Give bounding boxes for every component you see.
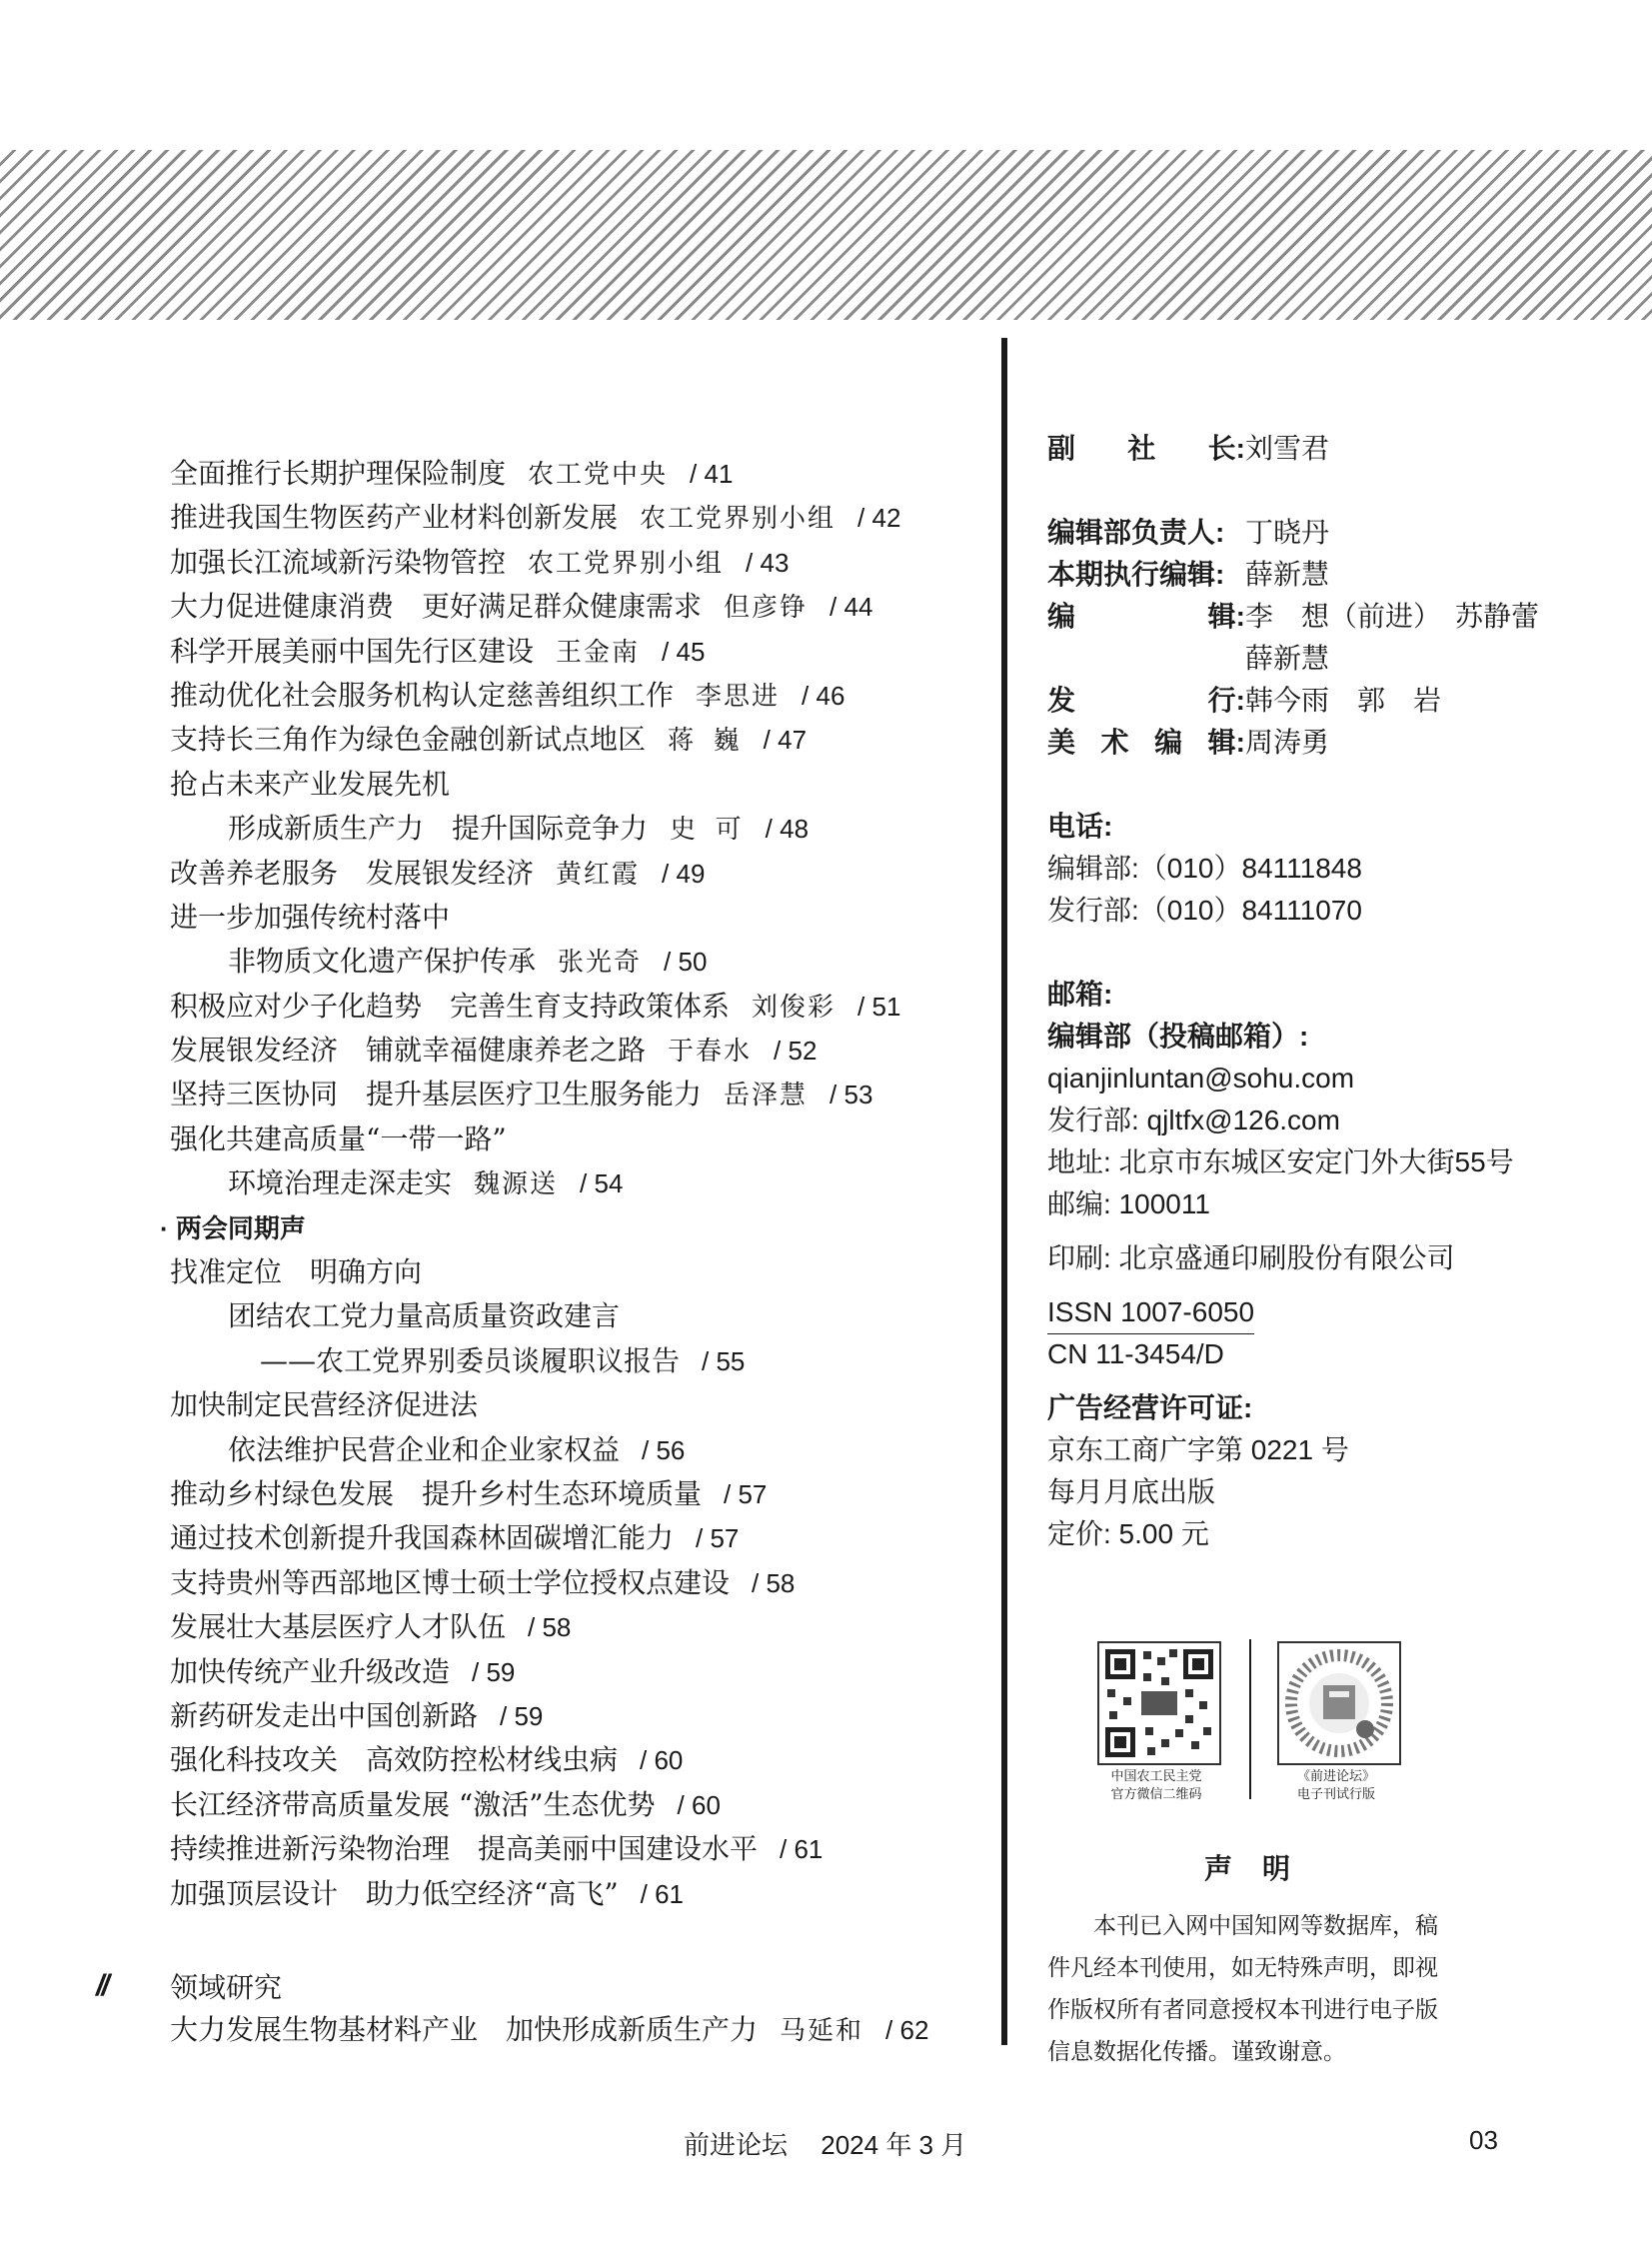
staff-row	[1047, 512, 1627, 554]
decorative-stripe-band	[0, 150, 1652, 320]
toc-entry-title: 发展壮大基层医疗人才队伍	[170, 1610, 507, 1644]
toc-entry-author: 张光奇	[558, 948, 643, 979]
staff-name: 薛新慧	[1245, 559, 1330, 590]
toc-entry-author: 农工党中央	[528, 460, 669, 490]
toc-entry[interactable]	[170, 630, 969, 674]
toc-entry-page: / 59	[472, 1656, 516, 1687]
toc-entry-title: 进一步加强传统村落中	[170, 900, 451, 934]
toc-entry-page: / 44	[829, 592, 873, 623]
toc-entry-title: 加强长江流域新污染物管控	[170, 545, 507, 579]
toc-entry[interactable]	[170, 1694, 969, 1738]
toc-entry-page: / 54	[580, 1168, 624, 1199]
toc-entry[interactable]	[170, 718, 969, 762]
qr-divider	[1249, 1639, 1251, 1799]
staff-role: 副 社 长:	[1047, 433, 1245, 464]
toc-entry-title: 持续推进新污染物治理 提高美丽中国建设水平	[170, 1832, 759, 1866]
toc-entry-page: / 45	[662, 636, 706, 667]
staff-row	[1047, 722, 1627, 764]
toc-entry[interactable]	[170, 1029, 969, 1073]
toc-entry-title: 强化共建高质量“一带一路”	[170, 1122, 507, 1155]
toc-entry-author: 魏源送	[474, 1169, 559, 1200]
toc-entry[interactable]	[170, 1827, 969, 1871]
toc-entry-author: 黄红霞	[556, 859, 641, 890]
toc-entry-title: 支持贵州等西部地区博士硕士学位授权点建设	[170, 1565, 731, 1599]
toc-entry-title: 大力发展生物基材料产业 加快形成新质生产力	[170, 2013, 759, 2046]
toc-entry	[170, 1118, 969, 1161]
toc-subheading	[160, 1206, 969, 1250]
staff-list	[1047, 428, 1627, 806]
section-title: 领域研究	[170, 1972, 283, 2003]
toc-entry-page: / 58	[752, 1567, 796, 1598]
page-footer	[0, 2125, 1652, 2165]
mail-distribution[interactable]: 发行部: qjltfx@126.com	[1047, 1105, 1340, 1135]
toc-entry-page: / 51	[857, 991, 901, 1022]
toc-entry-title: 全面推行长期护理保险制度	[170, 457, 507, 490]
qr-code-icon[interactable]	[1097, 1641, 1221, 1765]
toc-entry-page: / 47	[763, 725, 808, 756]
toc-entry[interactable]	[170, 985, 969, 1029]
toc-entry[interactable]	[170, 852, 969, 896]
toc-entry-page: / 50	[664, 947, 708, 978]
toc-entry-title: 加快制定民营经济促进法	[170, 1388, 479, 1422]
qr-caption-ejournal: 《前进论坛》 电子刊试行版	[1296, 1768, 1375, 1801]
toc-entry[interactable]	[170, 496, 969, 540]
toc-entry-title: 长江经济带高质量发展 “激活”生态优势	[170, 1787, 656, 1821]
toc-entry-page: / 60	[640, 1745, 684, 1776]
toc-entry-title: 大力促进健康消费 更好满足群众健康需求	[170, 590, 703, 624]
toc-entry-page: / 48	[765, 814, 810, 845]
toc-entry	[170, 1250, 969, 1294]
toc-entry-author: 蒋 巍	[668, 726, 742, 757]
toc-entry	[170, 896, 969, 940]
toc-entry-page: / 53	[829, 1080, 873, 1111]
toc-entry-author: 农工党界别小组	[640, 504, 836, 535]
cn-number: CN 11-3454/D	[1047, 1338, 1224, 1369]
toc-entry-title: 团结农工党力量高质量资政建言	[228, 1299, 621, 1333]
toc-entry[interactable]	[170, 1339, 969, 1383]
toc-entry-title: 推进我国生物医药产业材料创新发展	[170, 501, 619, 535]
price: 定价: 5.00 元	[1047, 1518, 1209, 1549]
toc-entry-title: 通过技术创新提升我国森林固碳增汇能力	[170, 1521, 675, 1555]
toc-entry[interactable]	[170, 1605, 969, 1649]
staff-role: 美 术 编 辑:	[1047, 727, 1245, 758]
staff-name: 周涛勇	[1245, 727, 1330, 758]
toc-entry-title: 积极应对少子化趋势 完善生育支持政策体系	[170, 989, 731, 1023]
toc-entry-page: / 49	[662, 858, 706, 889]
toc-entry-author: 但彦铮	[724, 593, 809, 624]
address: 地址: 北京市东城区安定门外大街55号	[1047, 1146, 1514, 1177]
qr-code-area	[1089, 1639, 1409, 1805]
staff-name: 李 想（前进） 苏静蕾	[1245, 601, 1540, 632]
toc-entry-page: / 52	[774, 1036, 818, 1067]
toc-entry-title: 抢占未来产业发展先机	[170, 767, 451, 801]
staff-row	[1047, 596, 1627, 638]
toc-entry-title: ——农工党界别委员谈履职议报告	[260, 1343, 681, 1377]
toc-entry[interactable]	[170, 807, 969, 851]
statement-body: 本刊已入网中国知网等数据库，稿件凡经本刊使用，如无特殊声明，即视作版权所有者同意授权本刊进行电子版信息数据化传播。谨致谢意。	[1047, 1913, 1438, 2065]
toc-entry-author: 李思进	[696, 681, 781, 712]
toc-entry-page: / 61	[780, 1834, 824, 1865]
toc-entry-author: 史 可	[670, 815, 744, 846]
toc-entry[interactable]	[170, 940, 969, 984]
toc-entry-title: 改善养老服务 发展银发经济	[170, 856, 535, 890]
section-mark-icon: //	[96, 1969, 107, 2002]
toc-entry-title: 找准定位 明确方向	[170, 1255, 423, 1289]
toc-entry-page: / 41	[690, 459, 734, 489]
postcode: 邮编: 100011	[1047, 1188, 1210, 1219]
phone-editorial: 编辑部:（010）84111848	[1047, 853, 1362, 884]
toc-entry-title: 发展银发经济 铺就幸福健康养老之路	[170, 1034, 647, 1068]
toc-entry-author: 岳泽慧	[724, 1081, 809, 1112]
toc-entry-author: 农工党界别小组	[528, 548, 725, 579]
toc-entry[interactable]	[170, 1650, 969, 1694]
toc-entry-page: / 59	[500, 1700, 544, 1731]
toc-entry-title: 坚持三医协同 提升基层医疗卫生服务能力	[170, 1078, 703, 1112]
table-of-contents	[160, 452, 969, 1916]
staff-role: 本期执行编辑:	[1047, 559, 1225, 590]
toc-entry-title: 支持长三角作为绿色金融创新试点地区	[170, 723, 647, 757]
toc-entry-title: 推动乡村绿色发展 提升乡村生态环境质量	[170, 1476, 703, 1510]
toc-entry-page: / 56	[642, 1434, 686, 1465]
toc-entry-page: / 58	[528, 1612, 572, 1643]
toc-entry	[170, 763, 969, 807]
phone-distribution: 发行部:（010）84111070	[1047, 895, 1362, 926]
staff-name: 韩今雨 郭 岩	[1245, 685, 1442, 716]
staff-role: 编辑部负责人:	[1047, 517, 1225, 548]
colophon	[1047, 428, 1627, 1555]
toc-entry[interactable]	[170, 452, 969, 496]
toc-entry-page: / 55	[702, 1345, 746, 1376]
staff-row	[1047, 638, 1627, 680]
staff-name: 刘雪君	[1245, 433, 1330, 464]
toc-entry-title: 加强顶层设计 助力低空经济“高飞”	[170, 1876, 619, 1910]
section-field-research	[96, 1964, 995, 2052]
toc-entry-page: / 57	[696, 1523, 740, 1554]
toc-entry[interactable]	[170, 1872, 969, 1916]
toc-entry-page: / 46	[802, 680, 845, 711]
toc-entry-author: 马延和	[780, 2016, 864, 2046]
toc-entry[interactable]	[170, 585, 969, 629]
phone-label: 电话:	[1047, 811, 1113, 842]
staff-name: 丁晓丹	[1245, 517, 1330, 548]
toc-entry-title: 新药研发走出中国创新路	[170, 1698, 479, 1732]
toc-entry-author: 于春水	[668, 1037, 753, 1068]
qr-caption-wechat: 中国农工民主党 官方微信二维码	[1110, 1768, 1202, 1801]
ad-license: 京东工商广字第 0221 号	[1047, 1434, 1349, 1465]
staff-role: 编 辑:	[1047, 601, 1245, 632]
toc-entry[interactable]	[96, 2008, 995, 2052]
toc-entry-title: 推动优化社会服务机构认定慈善组织工作	[170, 678, 675, 712]
toc-entry[interactable]	[170, 1472, 969, 1516]
printer: 印刷: 北京盛通印刷股份有限公司	[1047, 1242, 1455, 1273]
toc-entry[interactable]	[170, 1428, 969, 1472]
footer-issue: 前进论坛 2024 年 3 月	[684, 2130, 967, 2160]
toc-entry-page: / 57	[724, 1478, 768, 1509]
toc-entry[interactable]	[170, 1738, 969, 1782]
toc-entry-page: / 60	[677, 1789, 721, 1820]
toc-entry[interactable]	[170, 1516, 969, 1560]
toc-entry-title: 加快传统产业升级改造	[170, 1654, 451, 1688]
toc-entry	[170, 1294, 969, 1338]
staff-row	[1047, 680, 1627, 722]
toc-entry[interactable]	[170, 1561, 969, 1605]
toc-entry[interactable]	[170, 541, 969, 585]
toc-entry[interactable]	[170, 1161, 969, 1205]
mail-editorial-label: 编辑部（投稿邮箱）:	[1047, 1021, 1309, 1052]
statement-title: 声明	[1203, 1852, 1320, 1885]
staff-name: 薛新慧	[1245, 643, 1330, 674]
issn: ISSN 1007-6050	[1047, 1291, 1254, 1334]
toc-entry-title: 形成新质生产力 提升国际竞争力	[228, 812, 649, 846]
toc-entry-title: 非物质文化遗产保护传承	[228, 945, 537, 979]
toc-entry-page: / 62	[885, 2015, 929, 2045]
staff-role	[1047, 638, 1245, 680]
staff-role: 发 行:	[1047, 685, 1245, 716]
toc-entry-page: / 61	[640, 1878, 685, 1909]
toc-entry-page: / 42	[857, 503, 901, 534]
toc-entry[interactable]	[170, 1783, 969, 1827]
toc-entry-title: 依法维护民营企业和企业家权益	[228, 1432, 621, 1466]
qr-code-icon[interactable]	[1277, 1641, 1401, 1765]
toc-entry-title: 科学开展美丽中国先行区建设	[170, 634, 535, 668]
page-number: 03	[1469, 2125, 1498, 2155]
staff-row	[1047, 428, 1627, 470]
toc-entry-title: 强化科技攻关 高效防控松材线虫病	[170, 1743, 619, 1777]
toc-entry-author: 刘俊彩	[752, 992, 836, 1023]
toc-entry	[170, 1383, 969, 1427]
toc-entry-page: / 43	[746, 547, 790, 578]
staff-row	[1047, 554, 1627, 596]
mail-label: 邮箱:	[1047, 979, 1113, 1010]
toc-entry[interactable]	[170, 674, 969, 718]
toc-entry-title: 环境治理走深走实	[228, 1166, 453, 1200]
column-divider	[1001, 338, 1007, 2045]
toc-entry-author: 王金南	[556, 637, 641, 668]
publish-schedule: 每月月底出版	[1047, 1476, 1216, 1507]
toc-entry[interactable]	[170, 1073, 969, 1117]
ad-license-label: 广告经营许可证:	[1047, 1392, 1253, 1423]
mail-editorial-link[interactable]: qianjinluntan@sohu.com	[1047, 1063, 1355, 1094]
toc-entry-title: · 两会同期声	[160, 1212, 306, 1243]
